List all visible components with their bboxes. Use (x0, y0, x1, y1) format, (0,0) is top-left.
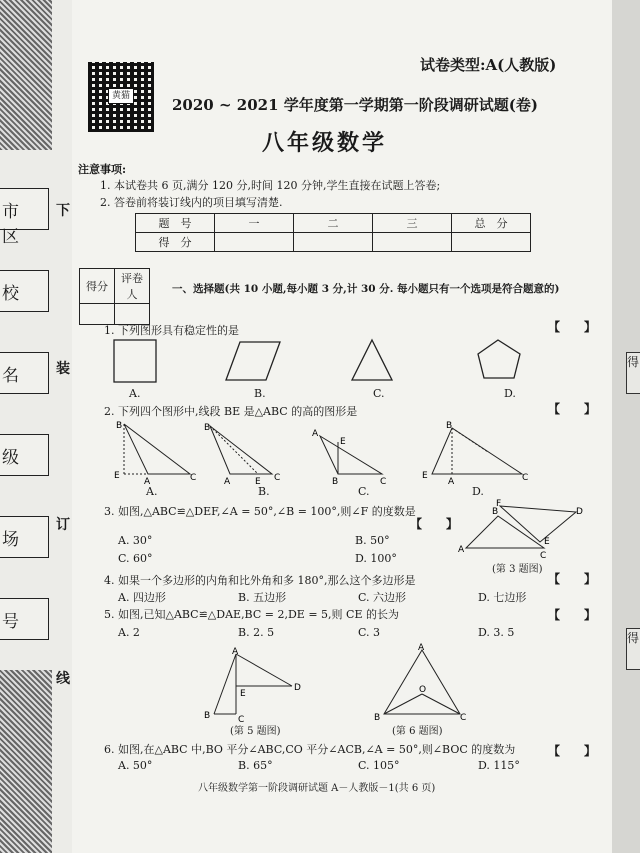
svg-text:F: F (496, 499, 502, 509)
field-school[interactable]: 校 (0, 270, 49, 312)
field-district[interactable]: 市区 (0, 188, 49, 230)
q4-option-d[interactable]: D. 七边形 (478, 591, 527, 604)
q4-option-b[interactable]: B. 五边形 (238, 591, 287, 604)
svg-text:C: C (380, 477, 387, 486)
svg-text:A: A (144, 477, 151, 486)
svg-text:B: B (492, 507, 499, 517)
svg-text:B: B (374, 713, 381, 722)
svg-text:C: C (190, 473, 197, 483)
score-cell[interactable] (373, 233, 452, 252)
svg-text:B: B (332, 477, 339, 486)
q1-option-b[interactable]: B. (254, 387, 266, 400)
q5-option-d[interactable]: D. 3. 5 (478, 626, 515, 639)
binding-word: 下 (56, 203, 70, 219)
q3-option-c[interactable]: C. 60° (118, 552, 153, 565)
score-header-cell: 题 号 (136, 214, 215, 233)
q1-option-d[interactable]: D. (504, 387, 516, 400)
parallelogram-shape (226, 342, 280, 380)
score-cell[interactable] (452, 233, 531, 252)
binding-word: 订 (56, 517, 70, 533)
answer-bracket-q3[interactable]: 【 】 (410, 517, 459, 531)
q6-option-b[interactable]: B. 65° (238, 759, 273, 772)
svg-text:E: E (422, 471, 428, 481)
hatch-pattern-bottom (0, 670, 52, 853)
svg-text:A: A (312, 429, 319, 439)
answer-bracket-q5[interactable]: 【 】 (548, 608, 597, 622)
svg-text:C: C (238, 715, 245, 722)
svg-text:E: E (255, 477, 261, 486)
svg-text:O: O (419, 685, 427, 695)
score-row-label: 得 分 (136, 233, 215, 252)
q6-figure (372, 642, 472, 722)
svg-text:A: A (224, 477, 231, 486)
svg-text:A: A (232, 647, 239, 657)
q2-option-b[interactable]: B. (258, 485, 270, 498)
score-header-cell: 三 (373, 214, 452, 233)
q1-option-a[interactable]: A. (129, 387, 141, 400)
q6-option-c[interactable]: C. 105° (358, 759, 400, 772)
exam-title: 2020 ~ 2021 学年度第一学期第一阶段调研试题(卷) (172, 96, 538, 114)
svg-text:D: D (294, 683, 301, 693)
triangle-shape (352, 340, 392, 380)
field-name[interactable]: 名 (0, 352, 49, 394)
q3-figure (456, 498, 596, 562)
qr-badge: 黄猫 (108, 88, 134, 104)
binding-word: 线 (56, 671, 70, 687)
svg-text:B: B (204, 423, 211, 433)
answer-bracket-q6[interactable]: 【 】 (548, 744, 597, 758)
q2-option-d[interactable]: D. (472, 485, 484, 498)
q5-option-a[interactable]: A. 2 (118, 626, 140, 639)
paper-type: 试卷类型:A(人教版) (420, 56, 557, 74)
q4-option-c[interactable]: C. 六边形 (358, 591, 407, 604)
q3-option-b[interactable]: B. 50° (355, 534, 390, 547)
answer-bracket-q2[interactable]: 【 】 (548, 402, 597, 416)
q1-figures (100, 330, 560, 400)
score-cell[interactable] (215, 233, 294, 252)
grader-label: 评卷人 (115, 269, 150, 304)
next-page-score-box: 得 (626, 628, 640, 670)
answer-bracket-q1[interactable]: 【 】 (548, 320, 597, 334)
field-class[interactable]: 级 (0, 434, 49, 476)
question-3: 3. 如图,△ABC≌△DEF,∠A = 50°,∠B = 100°,则∠F 的度数是 (104, 505, 416, 518)
svg-text:C: C (540, 551, 547, 561)
question-4: 4. 如果一个多边形的内角和比外角和多 180°,那么这个多边形是 (104, 574, 416, 587)
score-header-cell: 二 (294, 214, 373, 233)
score-header-cell: 总 分 (452, 214, 531, 233)
svg-text:E: E (544, 537, 550, 547)
svg-text:B: B (204, 711, 211, 721)
q5-option-b[interactable]: B. 2. 5 (238, 626, 275, 639)
notes-heading: 注意事项: (78, 163, 127, 176)
svg-text:E: E (240, 689, 246, 699)
notes-item: 2. 答卷前将装订线内的项目填写清楚. (100, 196, 283, 209)
pentagon-shape (478, 340, 520, 378)
score-cell[interactable] (294, 233, 373, 252)
hatch-pattern-top (0, 0, 52, 150)
notes-item: 1. 本试卷共 6 页,满分 120 分,时间 120 分钟,学生直接在试题上答卷; (100, 179, 441, 192)
q2-option-a[interactable]: A. (146, 485, 158, 498)
q3-option-d[interactable]: D. 100° (355, 552, 397, 565)
q3-option-a[interactable]: A. 30° (118, 534, 153, 547)
field-room[interactable]: 场 (0, 516, 49, 558)
svg-text:D: D (576, 507, 583, 517)
svg-text:E: E (114, 471, 120, 481)
svg-text:A: A (458, 545, 465, 555)
q3-caption: (第 3 题图) (492, 564, 543, 575)
subject-title: 八年级数学 (262, 130, 388, 156)
binding-word: 装 (56, 361, 70, 377)
question-5: 5. 如图,已知△ABC≌△DAE,BC = 2,DE = 5,则 CE 的长为 (104, 608, 399, 621)
answer-bracket-q4[interactable]: 【 】 (548, 572, 597, 586)
q2-option-c[interactable]: C. (358, 485, 370, 498)
field-number[interactable]: 号 (0, 598, 49, 640)
next-page-score-box: 得 (626, 352, 640, 394)
question-1: 1. 下列图形具有稳定性的是 (104, 324, 239, 337)
svg-text:A: A (448, 477, 455, 486)
svg-text:B: B (116, 421, 123, 431)
grader-table (79, 268, 150, 325)
question-2: 2. 下列四个图形中,线段 BE 是△ABC 的高的图形是 (104, 405, 358, 418)
q4-option-a[interactable]: A. 四边形 (118, 591, 166, 604)
score-table (135, 213, 531, 252)
section-title: 一、选择题(共 10 小题,每小题 3 分,计 30 分. 每小题只有一个选项是符合题意的) (172, 283, 560, 295)
q6-caption: (第 6 题图) (392, 726, 443, 737)
svg-text:B: B (446, 421, 453, 431)
svg-text:A: A (418, 643, 425, 653)
svg-text:C: C (522, 473, 529, 483)
svg-text:E: E (340, 437, 346, 447)
square-shape (114, 340, 156, 382)
question-6: 6. 如图,在△ABC 中,BO 平分∠ABC,CO 平分∠ACB,∠A = 50°,则∠BOC 的度数为 (104, 743, 516, 756)
grader-score-label: 得分 (80, 269, 115, 304)
q2-figures (110, 418, 550, 486)
q1-option-c[interactable]: C. (373, 387, 385, 400)
q5-caption: (第 5 题图) (230, 726, 281, 737)
svg-text:C: C (460, 713, 467, 722)
score-header-cell: 一 (215, 214, 294, 233)
next-page-edge (612, 0, 640, 853)
page-footer: 八年级数学第一阶段调研试题 A－人教版－1(共 6 页) (198, 783, 436, 794)
q5-figure (196, 646, 316, 722)
q5-option-c[interactable]: C. 3 (358, 626, 381, 639)
q6-option-a[interactable]: A. 50° (118, 759, 153, 772)
svg-text:C: C (274, 473, 281, 483)
binding-strip (0, 0, 72, 853)
q6-option-d[interactable]: D. 115° (478, 759, 520, 772)
